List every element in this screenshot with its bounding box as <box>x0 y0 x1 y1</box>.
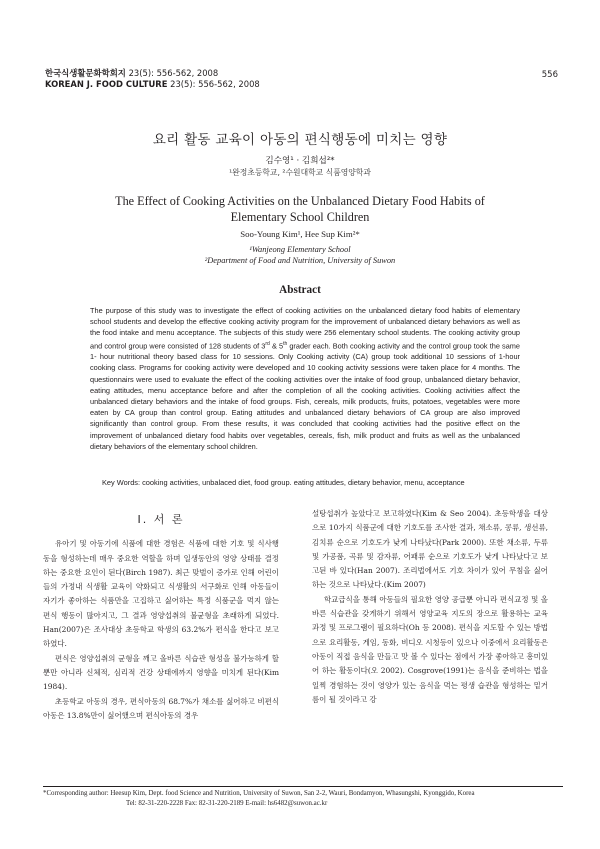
journal-name-en: KOREAN J. FOOD CULTURE <box>45 79 168 89</box>
footnote <box>43 789 573 809</box>
journal-issue-en: 23(5): 556-562, 2008 <box>170 79 260 89</box>
title-korean: 요리 활동 교육이 아동의 편식행동에 미치는 영향 <box>152 132 448 148</box>
title-english-line2: Elementary School Children <box>230 210 370 224</box>
paragraph: 학교급식을 통해 아동들의 필요한 영양 공급뿐 아니라 편식교정 및 올바른 식습관을 갖게하기 위해서 영양교육 지도의 장으로 활용하는 교육 과정 및 프로그램이 필요하다(Oh 등 2008). 편식을 지도할 수 있는 방법으로 요리활동, 게임, 동화, 비디오 시청등이 있으나 이중에서 요리활동은 아동이 직접 음식을 만들고 맛 볼 수 있다는 점에서 가장 좋아하고 흥미있어 하는 활동이다(오 2002). Cosgrove(1991)는 음식을 준비하는 법을 일찍 경험하는 것이 영양가 있는 음식을 먹는 평생 습관을 형성하는 밑거름이 될 것이라고 강 <box>312 594 548 704</box>
paragraph: 유아기 및 아동기에 식품에 대한 경험은 식품에 대한 기호 및 식사행동을 형성하는데 매우 중요한 역할을 하며 일생동안의 영양 상태를 결정하는 중요한 요인이 된다(Birch 1987). 최근 맞벌이 증가로 인해 어린이들의 가정내 식생활 교육이 약화되고 식생활의 서구화로 인해 아동들이 자기가 좋아하는 식품만을 고집하고 싫어하는 특정 식품군을 먹지 않는 편식 행동이 많아지고, 그 결과 영양섭취의 불균형을 초래하게 되었다. Han(2007)은 조사대상 초등학교 학생의 63.2%가 편식을 한다고 보고하였다. <box>43 539 279 649</box>
left-column <box>43 513 279 723</box>
affiliation-english-2: ²Department of Food and Nutrition, University of Suwon <box>204 256 396 265</box>
abstract-text-2: & 5 <box>269 341 284 351</box>
keywords <box>90 478 520 487</box>
journal-header-en <box>45 79 260 90</box>
section-heading-introduction: Ⅰ. 서 론 <box>137 513 185 526</box>
footnote-line2: Tel: 82-31-220-2228 Fax: 82-31-220-2189 E-mail: hs6482@suwon.ac.kr <box>126 800 328 807</box>
paragraph: 설탕섭취가 높았다고 보고하였다(Kim & Seo 2004). 초등학생을 대상으로 10가지 식품군에 대한 기호도를 조사한 결과, 채소류, 콩류, 생선류, 김치류 순으로 기호도가 낮게 나타났다(Park 2000). 또한 채소류, 두류 및 가공품, 곡류 및 감자류, 어패류 순으로 기호도가 낮게 나타났다고 보고된 바 있다(Han 2007). 조리법에서도 기호 차이가 있어 무침을 싫어하는 것으로 나타났다.(Kim 2007) <box>312 509 548 590</box>
page-number: 556 <box>541 70 558 80</box>
abstract-body <box>90 305 520 452</box>
keywords-list: cooking activities, unbalaced diet, food group. eating attitudes, dietary behavior, menu, acceptance <box>140 478 465 487</box>
affiliation-english <box>0 244 600 266</box>
abstract-heading: Abstract <box>279 284 321 296</box>
title-english <box>0 193 600 225</box>
authors-korean: 김수영¹ · 김희섭²* <box>265 156 335 166</box>
paragraph: 편식은 영양섭취의 균형을 깨고 올바른 식습관 형성을 불가능하게 할 뿐만 아니라 신체적, 심리적 건강 상태에까지 영향을 미치게 된다(Kim 1984). <box>43 653 279 692</box>
journal-name-ko: 한국식생활문화학회지 <box>45 68 126 78</box>
abstract-text-1: The purpose of this study was to investigate the effect of cooking activities on the unbalanced dietary food habits of elementary school students and develop the effective cooking activity program for the improvement of unbalanced dietary behaviors as well as the food intake and menu acceptance. The subjects of this study were 256 elementary school students. The cooking activity group and control group were consisted of 128 students of 3 <box>90 306 520 351</box>
paragraph: 초등학교 아동의 경우, 편식아동의 68.7%가 채소를 싫어하고 비편식아동은 13.8%만이 싫어했으며 편식아동의 경우 <box>43 696 279 720</box>
right-column <box>312 507 548 707</box>
abstract-text-3: grader each. Both cooking activity and the control group took the same 1- hour nutritional theory based class for 10 sessions. Only Cooking activity (CA) group took additional 10 sessions of 1-hour cooking class. Programs for cooking activity were developed and 10 cooking activity sessions were taken place for 4 months. The questionnairs were used to evaluate the effect of the cooking activities over the intake of food group, unbalanced dietary behavior, eating attitudes, menu acceptance before and after the completion of all the cooking activities. Cooking activities affect the unbalanced dietary behaviors and the intake of food groups. Fish, cereals, milk products, fruits, potatoes, vegetables were more eaten by CA group than control group. Eating attitudes and unbalanced dietary behaviors of CA group are also improved significantly than control group. From these results, it was concluded that cooking activities had the positive effect on the improvement of unbalanced dietary food habits over vegetables, cereals, fish, milk product and fruits as well as the unbalanced dietary behaviors of the elementary school children. <box>90 341 520 451</box>
affiliation-english-1: ¹Wanjeong Elementary School <box>249 245 351 254</box>
title-english-line1: The Effect of Cooking Activities on the Unbalanced Dietary Food Habits of <box>115 194 485 208</box>
footnote-rule <box>43 786 563 787</box>
abstract-sup-th: th <box>283 340 288 347</box>
keywords-label: Key Words: <box>102 478 141 487</box>
abstract-sup-rd: rd <box>265 340 270 347</box>
footnote-line1: *Corresponding author: Heesup Kim, Dept. food Science and Nutrition, University of Suwon, San 2-2, Wauri, Bondamyon, Whasungshi, Kyonggido, Korea <box>43 790 475 797</box>
journal-header-ko <box>45 68 218 79</box>
journal-issue-ko: 23(5): 556-562, 2008 <box>128 68 219 78</box>
authors-english: Soo-Young Kim¹, Hee Sup Kim²* <box>240 229 360 239</box>
affiliation-korean: ¹완정초등학교, ²수원대학교 식품영양학과 <box>229 168 371 177</box>
